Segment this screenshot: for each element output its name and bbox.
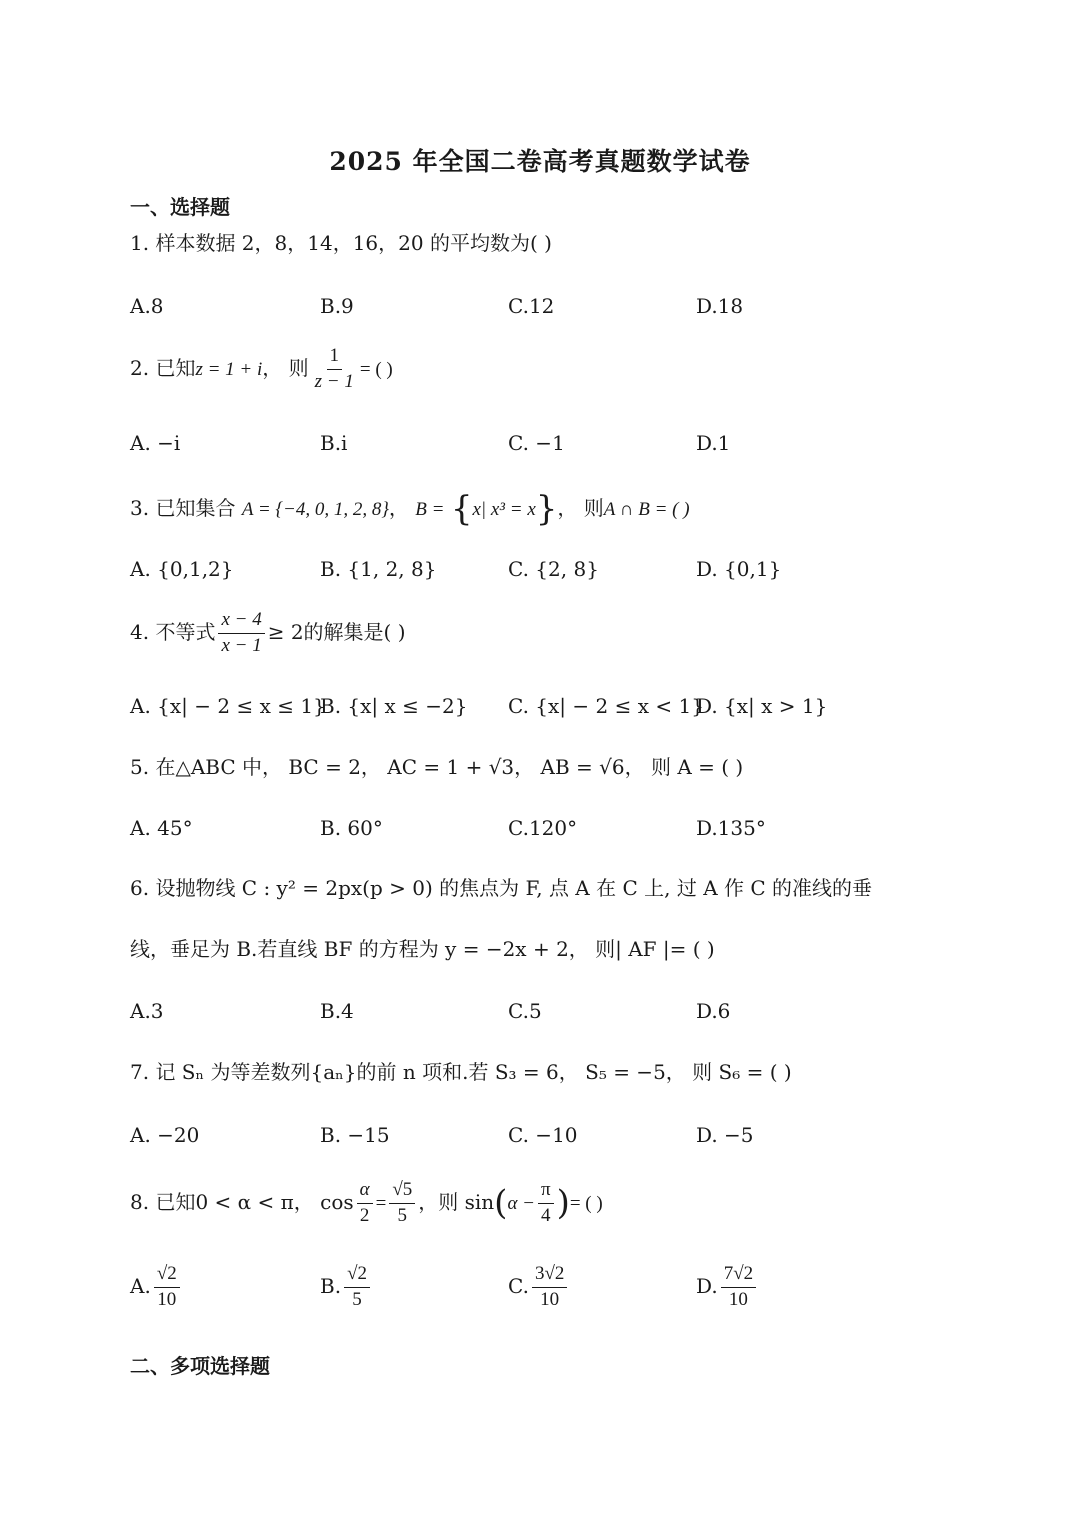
option-d: D.135° — [696, 816, 766, 840]
question-6-line-1: 6. 设抛物线 C : y² = 2px(p > 0) 的焦点为 F, 点 A 在 C 上, 过 A 作 C 的准线的垂 — [130, 876, 873, 900]
question-2-prefix: 2. 已知 — [130, 355, 196, 380]
left-brace-icon: { — [450, 489, 473, 529]
question-3 — [130, 489, 690, 530]
section-heading-choice: 一、选择题 — [130, 195, 230, 219]
question-2 — [130, 346, 393, 393]
right-paren-icon: ) — [556, 1182, 570, 1223]
option-c: C.12 — [508, 294, 555, 318]
option-a: A.3 — [130, 999, 164, 1023]
fraction-denominator: 10 — [540, 1288, 560, 1310]
question-4-prefix: 4. 不等式 — [130, 619, 216, 644]
option-c — [508, 1264, 570, 1311]
section-heading-multiple-choice: 二、多项选择题 — [130, 1354, 270, 1378]
question-5-options — [130, 816, 890, 856]
left-paren-icon: ( — [494, 1182, 508, 1223]
fraction-denominator: z − 1 — [314, 370, 354, 392]
option-b: B.9 — [320, 294, 354, 318]
option-a — [130, 1264, 183, 1311]
option-d: D. {0,1} — [696, 557, 782, 581]
question-3-prefix: 3. 已知集合 — [130, 495, 236, 520]
option-d: D. −5 — [696, 1123, 754, 1147]
option-b: B. 60° — [320, 816, 383, 840]
question-7-options — [130, 1123, 890, 1163]
question-2-mid: ， 则 — [262, 355, 309, 380]
option-label: C. — [508, 1273, 529, 1298]
option-fraction — [721, 1264, 756, 1311]
fraction-denominator: 5 — [397, 1204, 408, 1226]
option-b: B.4 — [320, 999, 354, 1023]
option-fraction — [344, 1264, 370, 1311]
question-2-suffix: = ( ) — [359, 358, 393, 380]
question-5: 5. 在△ABC 中， BC = 2， AC = 1 + √3， AB = √6， 则 A = ( ) — [130, 755, 744, 779]
option-d: D.6 — [696, 999, 731, 1023]
fraction-denominator: 4 — [541, 1204, 551, 1226]
question-8-mid: ，则 sin — [418, 1189, 495, 1214]
fraction-numerator: 3√2 — [532, 1264, 567, 1288]
option-label: B. — [320, 1273, 342, 1298]
fraction-numerator: √2 — [344, 1264, 370, 1288]
question-8-fraction-pi — [538, 1180, 554, 1227]
fraction-numerator: 1 — [327, 346, 343, 370]
option-c: C. −1 — [508, 431, 565, 455]
fraction-denominator: 5 — [352, 1288, 362, 1310]
question-3-set-a: A = {−4, 0, 1, 2, 8} — [241, 498, 389, 520]
question-3-mid: ， 则 — [557, 495, 604, 520]
question-7: 7. 记 Sₙ 为等差数列{aₙ}的前 n 项和.若 S₃ = 6， S₅ = −5， 则 S₆ = ( ) — [130, 1060, 792, 1084]
option-label: A. — [130, 1273, 151, 1298]
option-a: A. −20 — [130, 1123, 200, 1147]
question-8-options — [130, 1264, 890, 1324]
question-3-options — [130, 557, 890, 597]
option-a: A. {0,1,2} — [130, 557, 234, 581]
fraction-numerator: 7√2 — [721, 1264, 756, 1288]
option-fraction — [154, 1264, 180, 1311]
fraction-numerator: x − 4 — [218, 610, 264, 634]
option-fraction — [532, 1264, 567, 1311]
option-c: C. −10 — [508, 1123, 578, 1147]
option-b: B. −15 — [320, 1123, 390, 1147]
option-a: A.8 — [130, 294, 164, 318]
question-1: 1. 样本数据 2，8，14，16，20 的平均数为( ) — [130, 231, 552, 255]
question-3-set-b-left: B = — [415, 498, 445, 520]
fraction-numerator: √5 — [389, 1180, 415, 1204]
option-b — [320, 1264, 373, 1311]
option-d: D.18 — [696, 294, 744, 318]
question-2-options — [130, 431, 890, 471]
question-4-options — [130, 694, 890, 734]
question-8-fraction-alpha — [357, 1180, 373, 1227]
option-b: B.i — [320, 431, 348, 455]
option-a: A. 45° — [130, 816, 193, 840]
fraction-denominator: x − 1 — [221, 634, 262, 656]
question-8-prefix: 8. 已知0 < α < π， cos — [130, 1189, 354, 1214]
option-d: D. {x| x > 1} — [696, 694, 828, 718]
question-6-options — [130, 999, 890, 1039]
fraction-denominator: 10 — [728, 1288, 748, 1310]
fraction-numerator: π — [538, 1180, 554, 1204]
question-8-fraction-root5 — [389, 1180, 415, 1227]
question-4-suffix: ≥ 2的解集是( ) — [267, 619, 406, 644]
fraction-denominator: 10 — [157, 1288, 177, 1310]
question-3-intersection: A ∩ B = ( ) — [603, 498, 690, 520]
fraction-numerator: √2 — [154, 1264, 180, 1288]
question-1-options — [130, 294, 890, 334]
option-c: C. {x| − 2 ≤ x < 1} — [508, 694, 704, 718]
question-2-z-eq: z = 1 + i — [195, 358, 263, 380]
fraction-numerator: α — [357, 1180, 373, 1204]
question-6-line-2: 线，垂足为 B.若直线 BF 的方程为 y = −2x + 2， 则| AF |= ( ) — [130, 937, 715, 961]
question-2-fraction — [312, 346, 357, 393]
question-3-set-b-inner: x| x³ = x — [472, 498, 536, 520]
option-c: C. {2, 8} — [508, 557, 599, 581]
page-title: 2025 年全国二卷高考真题数学试卷 — [329, 147, 751, 176]
right-brace-icon: } — [535, 489, 558, 529]
question-4 — [130, 610, 406, 657]
option-c: C.120° — [508, 816, 578, 840]
option-d — [696, 1264, 759, 1311]
option-d: D.1 — [696, 431, 731, 455]
option-label: D. — [696, 1273, 718, 1298]
option-c: C.5 — [508, 999, 542, 1023]
question-8-suffix: = ( ) — [569, 1192, 603, 1214]
option-a: A. {x| − 2 ≤ x ≤ 1} — [130, 694, 326, 718]
option-a: A. −i — [130, 431, 181, 455]
question-8-inner: α − — [507, 1192, 535, 1214]
equals-sign: = — [375, 1192, 387, 1214]
question-3-sep: ， — [388, 495, 409, 520]
option-b: B. {1, 2, 8} — [320, 557, 437, 581]
option-b: B. {x| x ≤ −2} — [320, 694, 468, 718]
question-4-fraction — [218, 610, 264, 657]
fraction-denominator: 2 — [359, 1204, 370, 1226]
question-8 — [130, 1180, 603, 1227]
